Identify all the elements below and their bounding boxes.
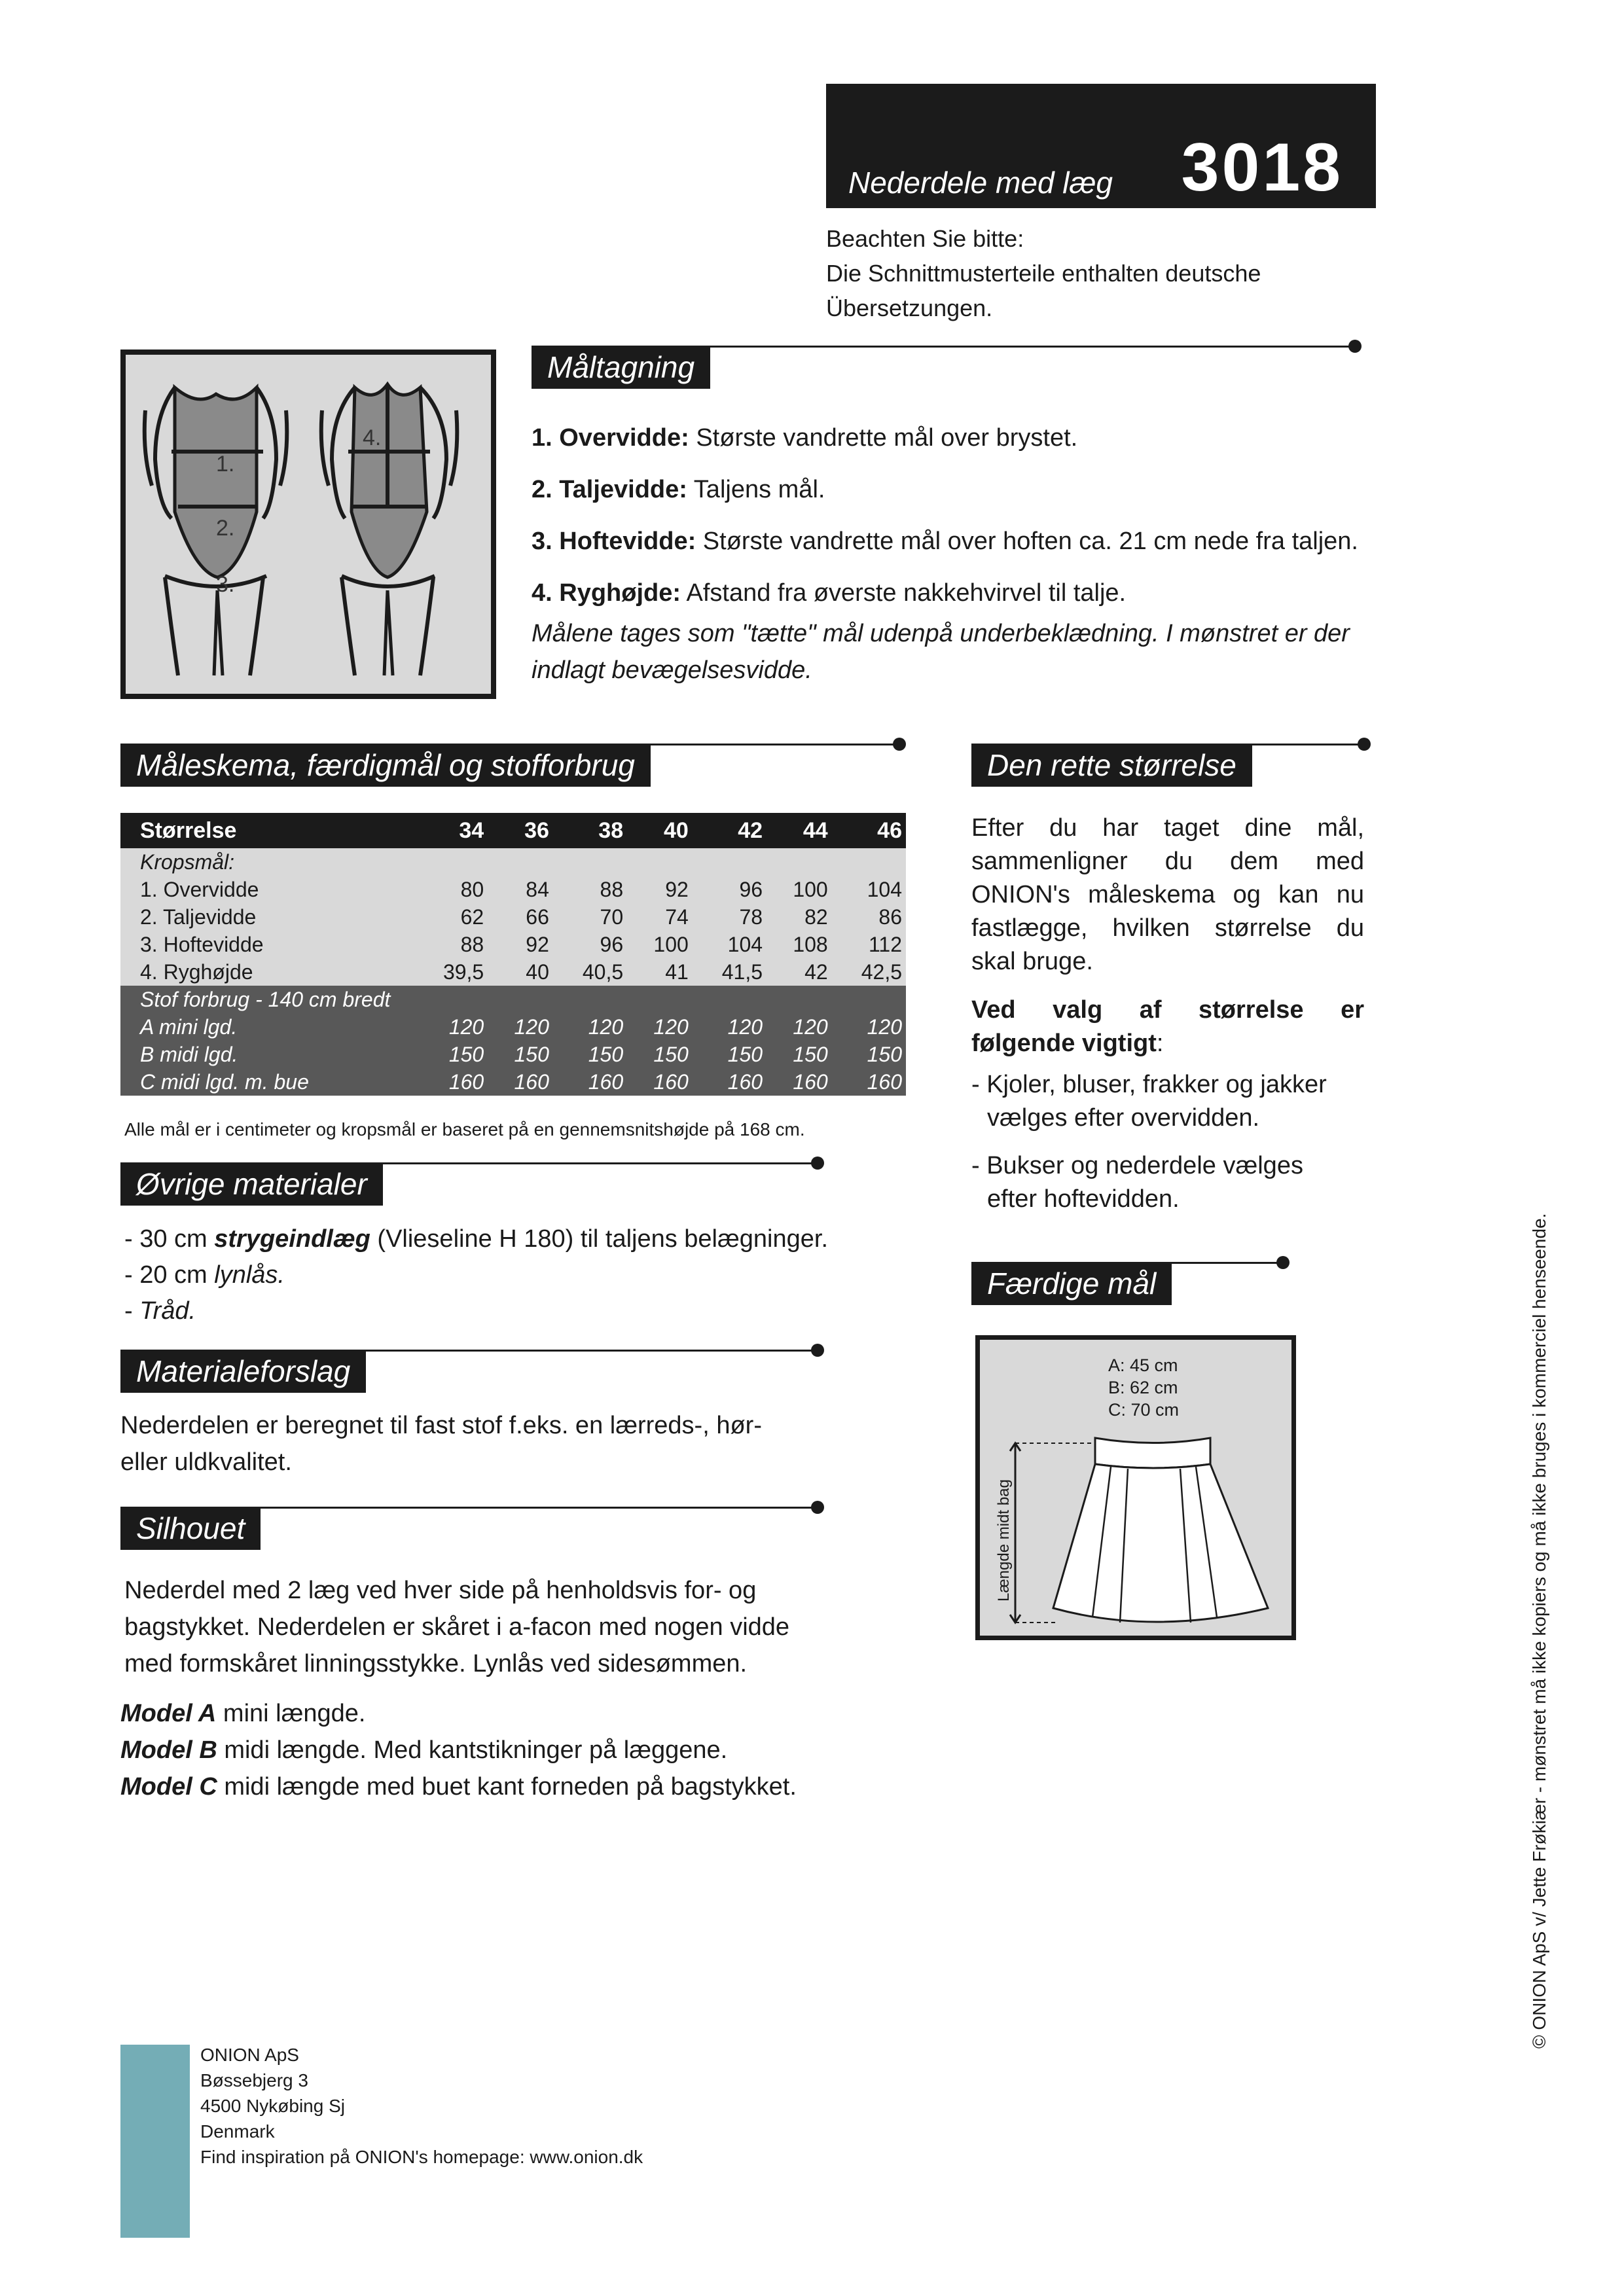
table-cell: 84	[526, 877, 549, 901]
table-cell: 150	[588, 1042, 624, 1066]
section-title: Den rette størrelse	[971, 744, 1252, 787]
table-row	[120, 1068, 906, 1096]
measurement-label: 1. Overvidde:	[532, 424, 689, 452]
table-cell: 74	[665, 905, 689, 929]
table-cell: 4. Ryghøjde	[140, 960, 253, 984]
figure-label: 1.	[216, 452, 235, 476]
length-a: A: 45 cm	[1108, 1355, 1178, 1375]
column-header: Størrelse	[140, 817, 237, 843]
material-item: - 20 cm lynlås.	[124, 1261, 285, 1289]
table-cell: 104	[867, 877, 902, 901]
measurement-item	[532, 464, 1382, 516]
table-cell: 120	[588, 1014, 624, 1039]
table-cell: 160	[653, 1069, 689, 1094]
table-cell: 112	[868, 932, 902, 956]
section-title: Øvrige materialer	[120, 1162, 383, 1206]
divider	[971, 1262, 1283, 1264]
divider-dot	[1276, 1256, 1290, 1269]
measurement-item	[532, 567, 1382, 619]
table-cell: 88	[460, 932, 484, 956]
measurement-desc: Største vandrette mål over brystet.	[689, 424, 1078, 452]
measurement-desc: Afstand fra øverste nakkehvirvel til talje.	[681, 579, 1127, 607]
body-measurement-figure	[120, 350, 496, 699]
maaltagning-header	[532, 346, 1362, 389]
table-cell: 120	[514, 1014, 549, 1039]
material-item: - 30 cm strygeindlæg (Vlieseline H 180) til taljens belægninger.	[124, 1225, 829, 1253]
size-table	[120, 813, 906, 1096]
table-cell: 120	[793, 1014, 828, 1039]
table-section-row	[120, 848, 906, 876]
measurement-note	[532, 615, 1382, 689]
homepage-line: Find inspiration på ONION's homepage: www.onion.dk	[200, 2147, 643, 2167]
table-row	[120, 876, 906, 903]
table-cell: 3. Hoftevidde	[140, 932, 264, 956]
table-section-title: Kropsmål:	[140, 850, 235, 874]
footer-address	[200, 2042, 643, 2170]
column-header: 40	[663, 817, 689, 843]
table-footnote: Alle mål er i centimeter og kropsmål er baseret på en gennemsnitshøjde på 168 cm.	[124, 1119, 805, 1139]
right-size-text: Efter du har taget dine mål, sammenligner du dem med ONION's måleskema og kan nu fastlægge, hvilken størrelse du	[971, 814, 1364, 942]
table-cell: 92	[665, 877, 689, 901]
model-item: Model B midi længde. Med kantstikninger på læggene.	[120, 1736, 728, 1764]
right-size-bullet: - Bukser og nederdele vælges efter hoftevidden.	[971, 1152, 1303, 1213]
material-name: strygeindlæg	[214, 1225, 370, 1253]
material-name: lynlås.	[214, 1261, 285, 1289]
material-item: - Tråd.	[124, 1297, 196, 1325]
section-title: Måltagning	[532, 346, 710, 389]
table-cell: 150	[514, 1042, 549, 1066]
finished-measures-header	[971, 1262, 1290, 1305]
figure-label: 2.	[216, 516, 235, 541]
table-row	[120, 903, 906, 931]
measurement-list	[532, 412, 1382, 619]
material-suggestion-header	[120, 1350, 824, 1393]
address-line: Denmark	[200, 2121, 275, 2142]
table-cell: 160	[793, 1069, 828, 1094]
table-cell: 40,5	[582, 960, 624, 984]
table-cell: 160	[727, 1069, 763, 1094]
size-chart-header	[120, 744, 906, 787]
table-cell: 108	[793, 932, 828, 956]
address-line: Bøssebjerg 3	[200, 2070, 308, 2090]
table-cell: 1. Overvidde	[140, 877, 259, 901]
figure-label: 4.	[363, 425, 382, 450]
divider	[120, 744, 899, 745]
title-banner	[826, 84, 1376, 208]
measurement-item	[532, 412, 1382, 464]
note-line: indlagt bevægelsesvidde.	[532, 656, 812, 684]
measurement-label: 2. Taljevidde:	[532, 476, 687, 503]
table-cell: 39,5	[442, 960, 484, 984]
material-name: Tråd.	[139, 1297, 196, 1325]
figure-label: 3.	[216, 572, 235, 597]
measurement-label: 3. Hoftevidde:	[532, 528, 696, 555]
table-cell: 62	[460, 905, 484, 929]
body-silhouette-illustration	[126, 355, 491, 694]
table-cell: 150	[867, 1042, 902, 1066]
measurement-desc: Taljens mål.	[687, 476, 825, 503]
materials-list	[124, 1221, 910, 1329]
section-title: Færdige mål	[971, 1262, 1172, 1305]
skirt-figure	[975, 1335, 1296, 1640]
table-cell: 120	[448, 1014, 484, 1039]
measurement-item	[532, 516, 1382, 567]
address-line: 4500 Nykøbing Sj	[200, 2096, 346, 2116]
table-cell: C midi lgd. m. bue	[140, 1069, 309, 1094]
table-cell: 160	[514, 1069, 549, 1094]
table-cell: 41	[665, 960, 689, 984]
right-size-bold-2: følgende vigtigt:	[971, 1030, 1164, 1057]
model-label: Model B	[120, 1736, 217, 1764]
section-title: Materialeforslag	[120, 1350, 366, 1393]
divider	[120, 1162, 818, 1164]
silhouette-text: Nederdel med 2 læg ved hver side på henholdsvis for- og bagstykket. Nederdelen er skåret i a-facon med nogen vidde med formskåret linningsstykke. Lynlås ved sidesømmen.	[124, 1577, 790, 1677]
column-header: 42	[738, 817, 763, 843]
table-row	[120, 1041, 906, 1068]
german-note-line: Die Schnittmusterteile enthalten deutsche	[826, 260, 1261, 287]
table-cell: 120	[727, 1014, 763, 1039]
divider-dot	[811, 1157, 824, 1170]
divider	[532, 346, 1355, 348]
german-note-line: Beachten Sie bitte:	[826, 225, 1024, 252]
table-cell: 86	[878, 905, 902, 929]
column-header: 46	[877, 817, 902, 843]
measurement-label: 4. Ryghøjde:	[532, 579, 681, 607]
table-cell: 78	[739, 905, 763, 929]
table-cell: 150	[448, 1042, 484, 1066]
footer-accent-bar	[120, 2045, 190, 2238]
column-header: 36	[524, 817, 549, 843]
measurement-desc: Største vandrette mål over hoften ca. 21 cm nede fra taljen.	[696, 528, 1358, 555]
right-size-header	[971, 744, 1371, 787]
materials-header	[120, 1162, 824, 1206]
divider-dot	[1358, 738, 1371, 751]
german-note	[826, 221, 1376, 325]
section-title: Måleskema, færdigmål og stofforbrug	[120, 744, 651, 787]
table-cell: 92	[526, 932, 549, 956]
table-section-row	[120, 986, 906, 1013]
table-cell: 96	[600, 932, 624, 956]
table-cell: 100	[653, 932, 689, 956]
skirt-illustration	[980, 1340, 1291, 1636]
table-cell: 120	[867, 1014, 902, 1039]
table-cell: 70	[600, 905, 624, 929]
table-row	[120, 958, 906, 986]
table-cell: 104	[727, 932, 763, 956]
table-cell: 160	[448, 1069, 484, 1094]
table-row	[120, 931, 906, 958]
table-cell: 80	[460, 877, 484, 901]
model-list	[120, 1695, 906, 1805]
table-cell: 150	[727, 1042, 763, 1066]
material-suggestion-text: Nederdelen er beregnet til fast stof f.eks. en lærreds-, hør- eller uldkvalitet.	[120, 1412, 762, 1476]
divider-dot	[893, 738, 906, 751]
table-cell: A mini lgd.	[140, 1014, 238, 1039]
table-cell: 96	[739, 877, 763, 901]
divider-dot	[811, 1344, 824, 1357]
model-label: Model A	[120, 1700, 217, 1727]
silhouette-header	[120, 1507, 824, 1550]
table-cell: B midi lgd.	[140, 1042, 238, 1066]
table-header-row	[120, 813, 906, 848]
length-c: C: 70 cm	[1108, 1400, 1180, 1420]
table-cell: 41,5	[721, 960, 763, 984]
table-cell: 120	[653, 1014, 689, 1039]
table-cell: 100	[793, 877, 828, 901]
table-row	[120, 1013, 906, 1041]
column-header: 38	[598, 817, 624, 843]
column-header: 44	[803, 817, 828, 843]
length-b: B: 62 cm	[1108, 1378, 1178, 1397]
table-cell: 160	[588, 1069, 624, 1094]
right-size-bullet: - Kjoler, bluser, frakker og jakker vælges efter overvidden.	[971, 1071, 1327, 1132]
table-cell: 160	[867, 1069, 902, 1094]
divider-dot	[1348, 340, 1362, 353]
copyright-notice: © ONION ApS v/ Jette Frøkiær - mønstret må ikke kopiers og må ikke bruges i kommerciel henseende.	[1529, 1213, 1549, 2049]
divider-dot	[811, 1501, 824, 1514]
table-cell: 40	[526, 960, 549, 984]
company-name: ONION ApS	[200, 2045, 299, 2065]
table-cell: 66	[526, 905, 549, 929]
model-item: Model C midi længde med buet kant forneden på bagstykket.	[120, 1773, 797, 1801]
table-cell: 42,5	[861, 960, 902, 984]
model-item: Model A mini længde.	[120, 1700, 366, 1727]
divider	[120, 1350, 818, 1352]
table-cell: 82	[804, 905, 828, 929]
skirt-axis-label: Længde midt bag	[995, 1479, 1013, 1602]
section-title: Silhouet	[120, 1507, 261, 1550]
right-size-bold: Ved valg af størrelse er	[971, 996, 1364, 1024]
table-cell: 42	[804, 960, 828, 984]
table-cell: 2. Taljevidde	[140, 905, 257, 929]
table-cell: 150	[653, 1042, 689, 1066]
divider	[120, 1507, 818, 1509]
table-cell: 88	[600, 877, 624, 901]
table-cell: 150	[793, 1042, 828, 1066]
table-section-title: Stof forbrug - 140 cm bredt	[140, 987, 391, 1011]
pattern-number: 3018	[1181, 130, 1343, 206]
german-note-line: Übersetzungen.	[826, 295, 993, 321]
divider	[971, 744, 1364, 745]
pattern-name: Nederdele med læg	[848, 166, 1113, 200]
model-label: Model C	[120, 1773, 217, 1801]
note-line: Målene tages som "tætte" mål udenpå underbeklædning. I mønstret er der	[532, 620, 1350, 647]
column-header: 34	[459, 817, 484, 843]
right-size-text-end: skal bruge.	[971, 948, 1093, 975]
